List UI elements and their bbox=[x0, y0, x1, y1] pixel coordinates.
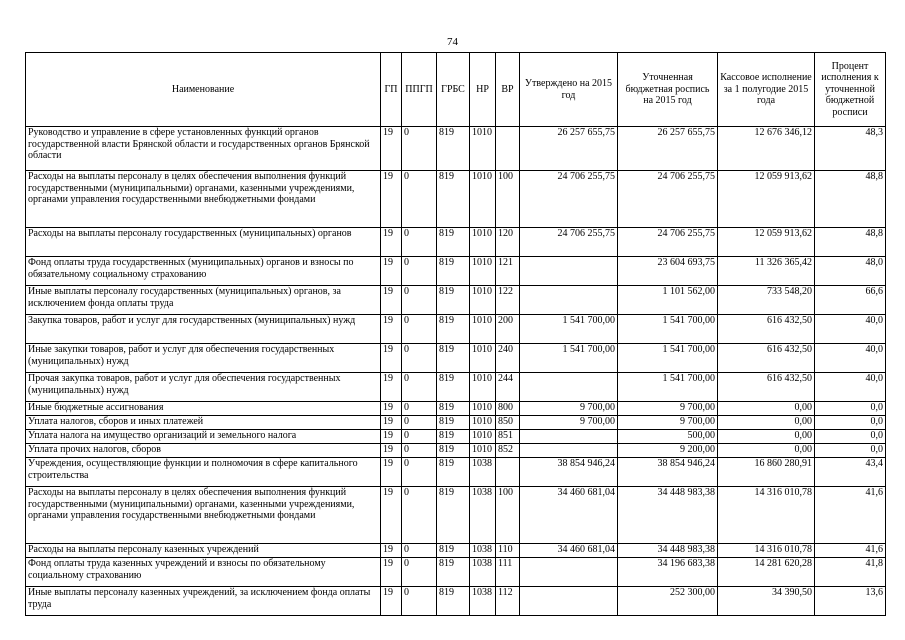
cell-approved: 9 700,00 bbox=[520, 416, 618, 430]
cell-approved: 26 257 655,75 bbox=[520, 127, 618, 171]
cell-nr: 1010 bbox=[470, 315, 496, 344]
cell-grbs: 819 bbox=[437, 228, 470, 257]
cell-nr: 1038 bbox=[470, 544, 496, 558]
cell-grbs: 819 bbox=[437, 315, 470, 344]
cell-gp: 19 bbox=[381, 558, 402, 587]
cell-cash: 12 676 346,12 bbox=[718, 127, 815, 171]
cell-nr: 1010 bbox=[470, 171, 496, 228]
header-gp: ГП bbox=[381, 53, 402, 127]
cell-vr: 121 bbox=[496, 257, 520, 286]
cell-grbs: 819 bbox=[437, 171, 470, 228]
cell-refined: 1 541 700,00 bbox=[618, 344, 718, 373]
cell-grbs: 819 bbox=[437, 344, 470, 373]
cell-vr: 850 bbox=[496, 416, 520, 430]
cell-percent: 48,3 bbox=[815, 127, 886, 171]
cell-gp: 19 bbox=[381, 544, 402, 558]
cell-gp: 19 bbox=[381, 344, 402, 373]
cell-vr: 112 bbox=[496, 587, 520, 616]
cell-approved: 34 460 681,04 bbox=[520, 487, 618, 544]
cell-percent: 48,8 bbox=[815, 228, 886, 257]
cell-grbs: 819 bbox=[437, 487, 470, 544]
cell-refined: 1 101 562,00 bbox=[618, 286, 718, 315]
cell-nr: 1010 bbox=[470, 127, 496, 171]
cell-percent: 41,8 bbox=[815, 558, 886, 587]
cell-refined: 34 448 983,38 bbox=[618, 544, 718, 558]
cell-gp: 19 bbox=[381, 430, 402, 444]
cell-nr: 1010 bbox=[470, 344, 496, 373]
cell-ppgp: 0 bbox=[402, 458, 437, 487]
cell-grbs: 819 bbox=[437, 257, 470, 286]
table-row bbox=[26, 416, 886, 430]
cell-gp: 19 bbox=[381, 315, 402, 344]
table-row bbox=[26, 558, 886, 587]
cell-approved: 1 541 700,00 bbox=[520, 344, 618, 373]
header-ppgp: ППГП bbox=[402, 53, 437, 127]
cell-ppgp: 0 bbox=[402, 171, 437, 228]
table-row bbox=[26, 444, 886, 458]
cell-approved: 24 706 255,75 bbox=[520, 171, 618, 228]
cell-approved: 1 541 700,00 bbox=[520, 315, 618, 344]
header-approved: Утверждено на 2015 год bbox=[520, 53, 618, 127]
cell-approved bbox=[520, 373, 618, 402]
cell-cash: 616 432,50 bbox=[718, 315, 815, 344]
cell-approved: 9 700,00 bbox=[520, 402, 618, 416]
cell-nr: 1038 bbox=[470, 458, 496, 487]
cell-approved: 24 706 255,75 bbox=[520, 228, 618, 257]
cell-name: Расходы на выплаты персоналу в целях обеспечения выполнения функций государственными (муниципальными) органами, казенными учреждениями, органами управления государственными внебюджетными фондами bbox=[26, 487, 381, 544]
cell-approved bbox=[520, 257, 618, 286]
cell-gp: 19 bbox=[381, 171, 402, 228]
header-nr: НР bbox=[470, 53, 496, 127]
cell-ppgp: 0 bbox=[402, 344, 437, 373]
cell-gp: 19 bbox=[381, 487, 402, 544]
cell-name: Фонд оплаты труда казенных учреждений и взносы по обязательному социальному страхованию bbox=[26, 558, 381, 587]
cell-refined: 26 257 655,75 bbox=[618, 127, 718, 171]
cell-ppgp: 0 bbox=[402, 487, 437, 544]
cell-nr: 1038 bbox=[470, 487, 496, 544]
cell-nr: 1010 bbox=[470, 430, 496, 444]
cell-ppgp: 0 bbox=[402, 373, 437, 402]
cell-percent: 41,6 bbox=[815, 544, 886, 558]
cell-percent: 40,0 bbox=[815, 373, 886, 402]
cell-cash: 16 860 280,91 bbox=[718, 458, 815, 487]
cell-percent: 66,6 bbox=[815, 286, 886, 315]
cell-name: Закупка товаров, работ и услуг для государственных (муниципальных) нужд bbox=[26, 315, 381, 344]
cell-ppgp: 0 bbox=[402, 430, 437, 444]
cell-name: Прочая закупка товаров, работ и услуг для обеспечения государственных (муниципальных) нужд bbox=[26, 373, 381, 402]
cell-grbs: 819 bbox=[437, 544, 470, 558]
cell-vr: 852 bbox=[496, 444, 520, 458]
cell-nr: 1010 bbox=[470, 402, 496, 416]
cell-grbs: 819 bbox=[437, 416, 470, 430]
cell-cash: 616 432,50 bbox=[718, 344, 815, 373]
cell-vr: 244 bbox=[496, 373, 520, 402]
cell-name: Расходы на выплаты персоналу государственных (муниципальных) органов bbox=[26, 228, 381, 257]
cell-gp: 19 bbox=[381, 444, 402, 458]
cell-refined: 500,00 bbox=[618, 430, 718, 444]
cell-cash: 0,00 bbox=[718, 402, 815, 416]
cell-ppgp: 0 bbox=[402, 286, 437, 315]
cell-refined: 252 300,00 bbox=[618, 587, 718, 616]
cell-approved: 34 460 681,04 bbox=[520, 544, 618, 558]
cell-vr bbox=[496, 458, 520, 487]
cell-refined: 38 854 946,24 bbox=[618, 458, 718, 487]
cell-gp: 19 bbox=[381, 228, 402, 257]
cell-vr: 100 bbox=[496, 171, 520, 228]
cell-vr: 120 bbox=[496, 228, 520, 257]
cell-name: Иные выплаты персоналу казенных учреждений, за исключением фонда оплаты труда bbox=[26, 587, 381, 616]
cell-name: Уплата прочих налогов, сборов bbox=[26, 444, 381, 458]
cell-cash: 11 326 365,42 bbox=[718, 257, 815, 286]
cell-cash: 0,00 bbox=[718, 416, 815, 430]
cell-approved bbox=[520, 558, 618, 587]
cell-grbs: 819 bbox=[437, 458, 470, 487]
cell-percent: 48,8 bbox=[815, 171, 886, 228]
cell-ppgp: 0 bbox=[402, 444, 437, 458]
cell-grbs: 819 bbox=[437, 127, 470, 171]
cell-percent: 43,4 bbox=[815, 458, 886, 487]
cell-grbs: 819 bbox=[437, 402, 470, 416]
cell-nr: 1010 bbox=[470, 257, 496, 286]
table-row bbox=[26, 458, 886, 487]
cell-vr: 200 bbox=[496, 315, 520, 344]
table-row bbox=[26, 171, 886, 228]
cell-percent: 0,0 bbox=[815, 402, 886, 416]
cell-nr: 1010 bbox=[470, 228, 496, 257]
table-row bbox=[26, 487, 886, 544]
cell-gp: 19 bbox=[381, 257, 402, 286]
cell-name: Уплата налогов, сборов и иных платежей bbox=[26, 416, 381, 430]
cell-cash: 733 548,20 bbox=[718, 286, 815, 315]
cell-name: Иные бюджетные ассигнования bbox=[26, 402, 381, 416]
cell-ppgp: 0 bbox=[402, 402, 437, 416]
cell-cash: 12 059 913,62 bbox=[718, 228, 815, 257]
cell-cash: 0,00 bbox=[718, 444, 815, 458]
cell-approved bbox=[520, 587, 618, 616]
cell-approved: 38 854 946,24 bbox=[520, 458, 618, 487]
cell-vr: 110 bbox=[496, 544, 520, 558]
cell-nr: 1038 bbox=[470, 587, 496, 616]
cell-refined: 24 706 255,75 bbox=[618, 228, 718, 257]
cell-refined: 1 541 700,00 bbox=[618, 315, 718, 344]
cell-grbs: 819 bbox=[437, 430, 470, 444]
cell-vr: 111 bbox=[496, 558, 520, 587]
cell-refined: 34 196 683,38 bbox=[618, 558, 718, 587]
table-row bbox=[26, 402, 886, 416]
cell-refined: 9 700,00 bbox=[618, 416, 718, 430]
cell-ppgp: 0 bbox=[402, 228, 437, 257]
cell-name: Руководство и управление в сфере установленных функций органов государственной власти Брянской области и государственных органов Брянской области bbox=[26, 127, 381, 171]
table-row bbox=[26, 544, 886, 558]
cell-name: Расходы на выплаты персоналу казенных учреждений bbox=[26, 544, 381, 558]
header-percent: Процент исполнения к уточненной бюджетной росписи bbox=[815, 53, 886, 127]
cell-vr bbox=[496, 127, 520, 171]
cell-nr: 1010 bbox=[470, 286, 496, 315]
cell-nr: 1010 bbox=[470, 416, 496, 430]
cell-approved bbox=[520, 286, 618, 315]
cell-ppgp: 0 bbox=[402, 558, 437, 587]
cell-percent: 41,6 bbox=[815, 487, 886, 544]
cell-name: Расходы на выплаты персоналу в целях обеспечения выполнения функций государственными (муниципальными) органами, казенными учреждениями, органами управления государственными внебюджетными фондами bbox=[26, 171, 381, 228]
cell-percent: 0,0 bbox=[815, 416, 886, 430]
cell-percent: 40,0 bbox=[815, 344, 886, 373]
cell-refined: 9 200,00 bbox=[618, 444, 718, 458]
cell-ppgp: 0 bbox=[402, 127, 437, 171]
cell-cash: 12 059 913,62 bbox=[718, 171, 815, 228]
cell-ppgp: 0 bbox=[402, 315, 437, 344]
cell-refined: 9 700,00 bbox=[618, 402, 718, 416]
table-row bbox=[26, 257, 886, 286]
cell-grbs: 819 bbox=[437, 587, 470, 616]
cell-percent: 0,0 bbox=[815, 444, 886, 458]
header-cash: Кассовое исполнение за 1 полугодие 2015 года bbox=[718, 53, 815, 127]
cell-percent: 48,0 bbox=[815, 257, 886, 286]
cell-gp: 19 bbox=[381, 286, 402, 315]
cell-vr: 240 bbox=[496, 344, 520, 373]
cell-refined: 1 541 700,00 bbox=[618, 373, 718, 402]
cell-percent: 40,0 bbox=[815, 315, 886, 344]
table-row bbox=[26, 373, 886, 402]
cell-vr: 122 bbox=[496, 286, 520, 315]
table-row bbox=[26, 430, 886, 444]
cell-ppgp: 0 bbox=[402, 257, 437, 286]
cell-cash: 14 281 620,28 bbox=[718, 558, 815, 587]
table-row bbox=[26, 587, 886, 616]
cell-approved bbox=[520, 430, 618, 444]
cell-name: Фонд оплаты труда государственных (муниципальных) органов и взносы по обязательному социальному страхованию bbox=[26, 257, 381, 286]
cell-cash: 34 390,50 bbox=[718, 587, 815, 616]
cell-grbs: 819 bbox=[437, 444, 470, 458]
table-row bbox=[26, 228, 886, 257]
cell-percent: 13,6 bbox=[815, 587, 886, 616]
cell-gp: 19 bbox=[381, 587, 402, 616]
cell-vr: 800 bbox=[496, 402, 520, 416]
header-refined: Уточненная бюджетная роспись на 2015 год bbox=[618, 53, 718, 127]
cell-gp: 19 bbox=[381, 416, 402, 430]
cell-gp: 19 bbox=[381, 402, 402, 416]
cell-nr: 1038 bbox=[470, 558, 496, 587]
cell-name: Иные выплаты персоналу государственных (муниципальных) органов, за исключением фонда оплаты труда bbox=[26, 286, 381, 315]
cell-vr: 851 bbox=[496, 430, 520, 444]
cell-gp: 19 bbox=[381, 373, 402, 402]
budget-table bbox=[25, 52, 886, 616]
cell-nr: 1010 bbox=[470, 373, 496, 402]
table-row bbox=[26, 344, 886, 373]
cell-cash: 616 432,50 bbox=[718, 373, 815, 402]
cell-name: Уплата налога на имущество организаций и земельного налога bbox=[26, 430, 381, 444]
cell-cash: 0,00 bbox=[718, 430, 815, 444]
cell-ppgp: 0 bbox=[402, 416, 437, 430]
cell-ppgp: 0 bbox=[402, 544, 437, 558]
table-row bbox=[26, 127, 886, 171]
header-grbs: ГРБС bbox=[437, 53, 470, 127]
table-row bbox=[26, 286, 886, 315]
table-header-row bbox=[26, 53, 886, 127]
cell-gp: 19 bbox=[381, 458, 402, 487]
header-vr: ВР bbox=[496, 53, 520, 127]
cell-percent: 0,0 bbox=[815, 430, 886, 444]
cell-nr: 1010 bbox=[470, 444, 496, 458]
table-row bbox=[26, 315, 886, 344]
cell-approved bbox=[520, 444, 618, 458]
cell-cash: 14 316 010,78 bbox=[718, 487, 815, 544]
cell-grbs: 819 bbox=[437, 558, 470, 587]
cell-grbs: 819 bbox=[437, 373, 470, 402]
header-name: Наименование bbox=[26, 53, 381, 127]
cell-refined: 24 706 255,75 bbox=[618, 171, 718, 228]
cell-name: Иные закупки товаров, работ и услуг для обеспечения государственных (муниципальных) нужд bbox=[26, 344, 381, 373]
cell-grbs: 819 bbox=[437, 286, 470, 315]
page-number: 74 bbox=[447, 36, 458, 48]
cell-refined: 23 604 693,75 bbox=[618, 257, 718, 286]
cell-gp: 19 bbox=[381, 127, 402, 171]
cell-name: Учреждения, осуществляющие функции и полномочия в сфере капитального строительства bbox=[26, 458, 381, 487]
cell-ppgp: 0 bbox=[402, 587, 437, 616]
cell-vr: 100 bbox=[496, 487, 520, 544]
cell-cash: 14 316 010,78 bbox=[718, 544, 815, 558]
cell-refined: 34 448 983,38 bbox=[618, 487, 718, 544]
